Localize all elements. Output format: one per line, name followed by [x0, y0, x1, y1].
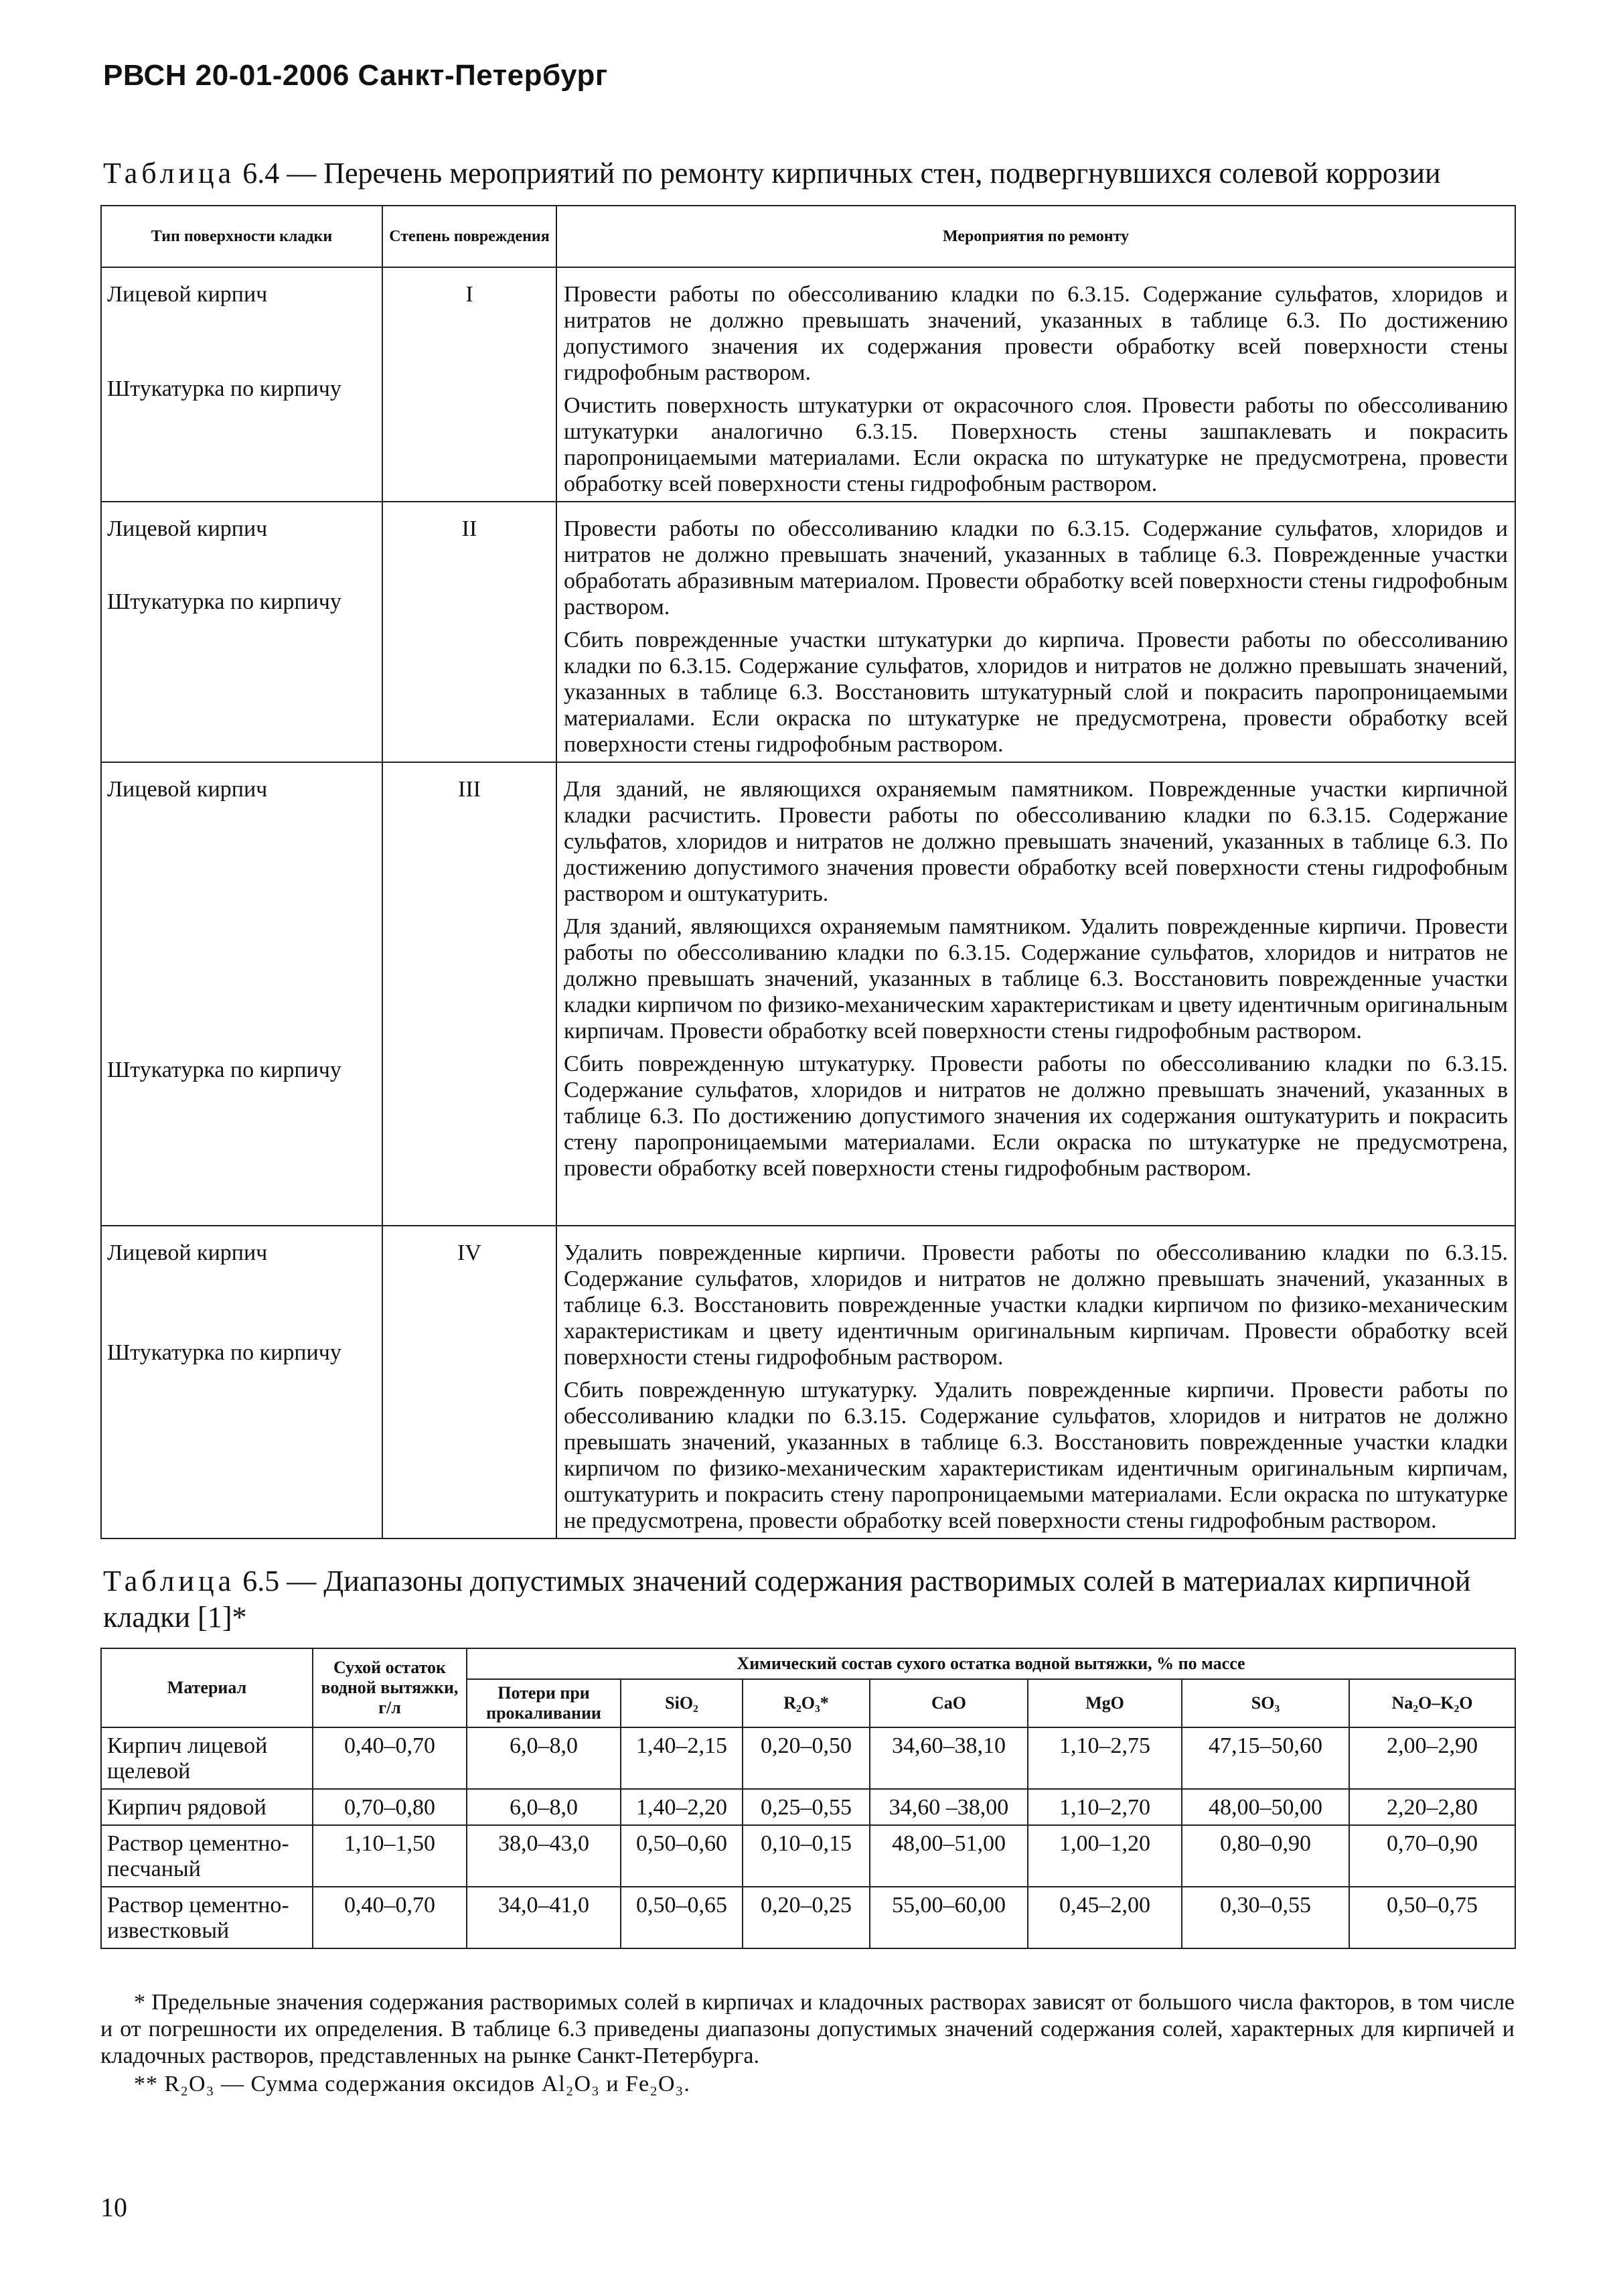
surface-brick: Лицевой кирпич — [107, 282, 268, 307]
table-header-row — [101, 206, 1515, 267]
surface-plaster: Штукатурка по кирпичу — [107, 1058, 341, 1082]
sio2-cell: 1,40–2,20 — [621, 1789, 743, 1825]
measures-cell — [556, 1226, 1515, 1538]
header-cao: CaO — [870, 1679, 1028, 1727]
r2o3-cell: 0,10–0,15 — [743, 1825, 870, 1887]
mgo-cell: 1,10–2,70 — [1028, 1789, 1182, 1825]
loss-cell: 6,0–8,0 — [467, 1727, 621, 1789]
measure-brick: Провести работы по обессоливанию кладки по 6.3.15. Содержание сульфатов, хлоридов и нитратов не должно превышать значений, указанных в таблице 6.3. По достижению допустимого значения их содержания провести обработку всей поверхности стены гидрофобным раствором. — [564, 282, 1508, 385]
table-6-4-caption — [103, 155, 1516, 192]
r2o3-cell: 0,25–0,55 — [743, 1789, 870, 1825]
dry-residue-cell: 0,40–0,70 — [313, 1727, 467, 1789]
table-row — [101, 1887, 1515, 1948]
surface-brick: Лицевой кирпич — [107, 777, 268, 802]
cao-cell: 48,00–51,00 — [870, 1825, 1028, 1887]
so3-cell: 47,15–50,60 — [1182, 1727, 1349, 1789]
sio2-cell: 0,50–0,60 — [621, 1825, 743, 1887]
measures-cell — [556, 502, 1515, 762]
r2o3-cell: 0,20–0,50 — [743, 1727, 870, 1789]
footnote-r2o3: ** R₂O₃ — Сумма содержания оксидов Al₂O₃ и Fe₂O₃. — [134, 2072, 690, 2096]
surface-plaster: Штукатурка по кирпичу — [107, 376, 341, 401]
caption-label: Таблица — [103, 1565, 236, 1597]
dry-residue-cell: 1,10–1,50 — [313, 1825, 467, 1887]
degree-cell: I — [382, 267, 556, 502]
header-so3: SO₃ — [1182, 1679, 1349, 1727]
material-cell: Раствор цементно-песчаный — [101, 1825, 313, 1887]
measure-plaster: Сбить поврежденные участки штукатурки до кирпича. Провести работы по обессоливанию кладки по 6.3.15. Содержание сульфатов, хлоридов и нитратов не должно превышать значений, указанных в таблице 6.3. Восстановить штукатурный слой и покрасить паропроницаемыми материалами. Если окраска по штукатурке не предусмотрена, провести обработку всей поверхности стены гидрофобным раствором. — [564, 628, 1508, 757]
caption-label: Таблица — [103, 157, 236, 190]
so3-cell: 0,80–0,90 — [1182, 1825, 1349, 1887]
r2o3-cell: 0,20–0,25 — [743, 1887, 870, 1948]
measure-brick: Удалить поврежденные кирпичи. Провести работы по обессоливанию кладки по 6.3.15. Содержание сульфатов, хлоридов и нитратов не должно превышать значений, указанных в таблице 6.3. Восстановить поврежденные участки кладки кирпичом по физико-механическим характеристикам и цвету идентичным оригинальным кирпичам. Провести обработку всей поверхности стены гидрофобным раствором. — [564, 1240, 1508, 1370]
sio2-cell: 1,40–2,15 — [621, 1727, 743, 1789]
measure-plaster: Сбить поврежденную штукатурку. Удалить поврежденные кирпичи. Провести работы по обессоливанию кладки по 6.3.15. Содержание сульфатов, хлоридов и нитратов не должно превышать значений, указанных в таблице 6.3. Восстановить поврежденные участки кладки кирпичом по физико-механическим характеристикам идентичным оригинальным кирпичам, оштукатурить и покрасить стену паропроницаемыми материалами. Если окраска по штукатурке не предусмотрена, провести обработку всей поверхности стены гидрофобным раствором. — [564, 1378, 1508, 1533]
na2o-cell: 0,70–0,90 — [1349, 1825, 1515, 1887]
header-surface-type: Тип поверхности кладки — [101, 206, 382, 267]
caption-text: 6.4 — Перечень мероприятий по ремонту кирпичных стен, подвергнувшихся солевой коррозии — [235, 157, 1441, 190]
mgo-cell: 1,00–1,20 — [1028, 1825, 1182, 1887]
footnote-limits: * Предельные значения содержания растворимых солей в кирпичах и кладочных растворах зависят от большого числа факторов, в том числе и от погрешности их определения. В таблице 6.3 приведены диапазоны допустимых значений содержания солей, характерных для кирпичей и кладочных растворов, представленных на рынке Санкт-Петербурга. — [100, 1990, 1515, 2068]
surface-cell — [101, 1226, 382, 1538]
table-row — [101, 762, 1515, 1226]
na2o-cell: 2,00–2,90 — [1349, 1727, 1515, 1789]
header-mgo: MgO — [1028, 1679, 1182, 1727]
table-row — [101, 1789, 1515, 1825]
degree-cell: III — [382, 762, 556, 1226]
header-sio2: SiO₂ — [621, 1679, 743, 1727]
dry-residue-cell: 0,40–0,70 — [313, 1887, 467, 1948]
cao-cell: 34,60 –38,00 — [870, 1789, 1028, 1825]
measure-brick-non-monument: Для зданий, не являющихся охраняемым памятником. Поврежденные участки кирпичной кладки расчистить. Провести работы по обессоливанию кладки по 6.3.15. Содержание сульфатов, хлоридов и нитратов не должно превышать значений, указанных в таблице 6.3. По достижению допустимого значения провести обработку всей поверхности стены гидрофобным раствором и оштукатурить. — [564, 777, 1508, 906]
surface-plaster: Штукатурка по кирпичу — [107, 589, 341, 614]
surface-brick: Лицевой кирпич — [107, 1240, 268, 1265]
table-row — [101, 1825, 1515, 1887]
measure-plaster: Сбить поврежденную штукатурку. Провести работы по обессоливанию кладки по 6.3.15. Содержание сульфатов, хлоридов и нитратов не должно превышать значений, указанных в таблице 6.3. По достижению допустимого значения их содержания оштукатурить и покрасить стену паропроницаемыми материалами. Если окраска по штукатурке не предусмотрена, провести обработку всей поверхности стены гидрофобным раствором. — [564, 1052, 1508, 1181]
page-number: 10 — [100, 2192, 127, 2222]
document-header: РВСН 20-01-2006 Санкт-Петербург — [103, 59, 608, 92]
header-r2o3: R₂O₃* — [743, 1679, 870, 1727]
surface-plaster: Штукатурка по кирпичу — [107, 1340, 341, 1365]
loss-cell: 38,0–43,0 — [467, 1825, 621, 1887]
measures-cell — [556, 762, 1515, 1226]
degree-cell: IV — [382, 1226, 556, 1538]
so3-cell: 0,30–0,55 — [1182, 1887, 1349, 1948]
surface-brick: Лицевой кирпич — [107, 516, 268, 541]
material-cell: Кирпич лицевой щелевой — [101, 1727, 313, 1789]
measures-cell — [556, 267, 1515, 502]
table-header-row — [101, 1648, 1515, 1679]
surface-cell — [101, 762, 382, 1226]
table-6-5-caption — [103, 1563, 1516, 1636]
measure-brick-monument: Для зданий, являющихся охраняемым памятником. Удалить поврежденные кирпичи. Провести работы по обессоливанию кладки по 6.3.15. Содержание сульфатов, хлоридов и нитратов не должно превышать значений, указанных в таблице 6.3. Восстановить поврежденные участки кладки кирпичом по физико-механическим характеристикам и цвету идентичным оригинальным кирпичам. Провести обработку всей поверхности стены гидрофобным раствором. — [564, 914, 1508, 1044]
loss-cell: 6,0–8,0 — [467, 1789, 621, 1825]
so3-cell: 48,00–50,00 — [1182, 1789, 1349, 1825]
surface-cell — [101, 267, 382, 502]
header-loss-on-ignition: Потери при прокаливании — [467, 1679, 621, 1727]
material-cell: Кирпич рядовой — [101, 1789, 313, 1825]
measure-brick: Провести работы по обессоливанию кладки по 6.3.15. Содержание сульфатов, хлоридов и нитратов не должно превышать значений, указанных в таблице 6.3. Поврежденные участки обработать абразивным материалом. Провести обработку всей поверхности стены гидрофобным раствором. — [564, 516, 1508, 620]
cao-cell: 34,60–38,10 — [870, 1727, 1028, 1789]
table-row — [101, 1226, 1515, 1538]
header-damage-degree: Степень повреждения — [382, 206, 556, 267]
header-na2o-k2o: Na₂O–K₂O — [1349, 1679, 1515, 1727]
soluble-salts-table — [100, 1648, 1516, 1949]
table-row — [101, 502, 1515, 762]
header-chemical-composition: Химический состав сухого остатка водной вытяжки, % по массе — [467, 1648, 1515, 1679]
surface-cell — [101, 502, 382, 762]
cao-cell: 55,00–60,00 — [870, 1887, 1028, 1948]
table-row — [101, 267, 1515, 502]
caption-text: 6.5 — Диапазоны допустимых значений содержания растворимых солей в материалах кирпичной кладки [1]* — [103, 1565, 1471, 1634]
repair-measures-table — [100, 205, 1516, 1539]
header-dry-residue: Сухой остаток водной вытяжки, г/л — [313, 1648, 467, 1727]
material-cell: Раствор цементно-известковый — [101, 1887, 313, 1948]
degree-cell: II — [382, 502, 556, 762]
loss-cell: 34,0–41,0 — [467, 1887, 621, 1948]
na2o-cell: 2,20–2,80 — [1349, 1789, 1515, 1825]
mgo-cell: 1,10–2,75 — [1028, 1727, 1182, 1789]
sio2-cell: 0,50–0,65 — [621, 1887, 743, 1948]
dry-residue-cell: 0,70–0,80 — [313, 1789, 467, 1825]
table-row — [101, 1727, 1515, 1789]
na2o-cell: 0,50–0,75 — [1349, 1887, 1515, 1948]
measure-plaster: Очистить поверхность штукатурки от окрасочного слоя. Провести работы по обессоливанию штукатурки аналогично 6.3.15. Поверхность стены зашпаклевать и покрасить паропроницаемыми материалами. Если окраска по штукатурке не предусмотрена, провести обработку всей поверхности стены гидрофобным раствором. — [564, 393, 1508, 496]
mgo-cell: 0,45–2,00 — [1028, 1887, 1182, 1948]
header-repair-measures: Мероприятия по ремонту — [556, 206, 1515, 267]
header-material: Материал — [101, 1648, 313, 1727]
